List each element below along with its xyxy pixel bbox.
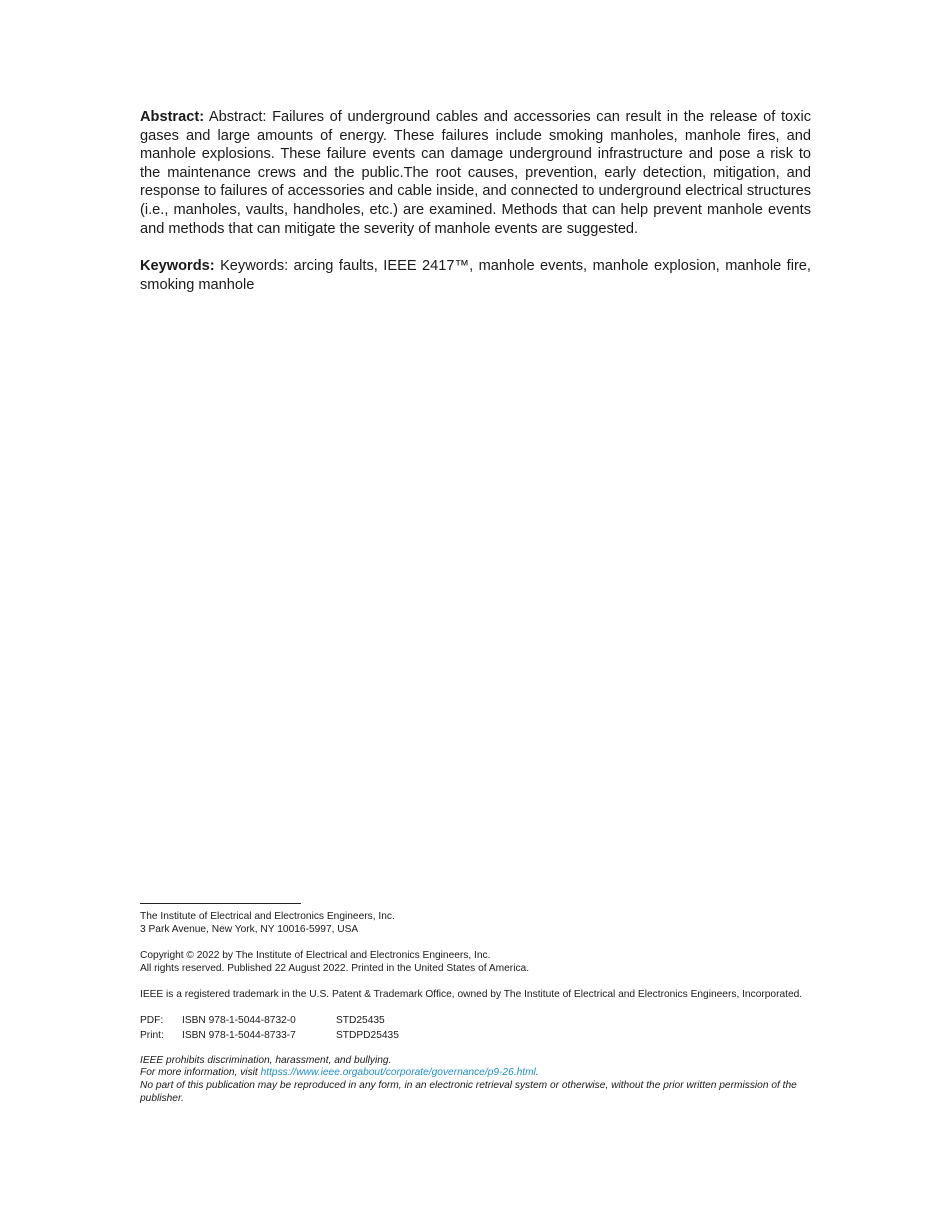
isbn-row-pdf (140, 1013, 811, 1029)
isbn-table (140, 1013, 811, 1044)
policy-info-suffix: . (535, 1067, 539, 1079)
policy-link[interactable]: httpss://www.ieee.orgabout/corporate/governance/p9-26.html (260, 1067, 536, 1079)
isbn-code: STD25435 (336, 1014, 385, 1026)
publisher-address: 3 Park Avenue, New York, NY 10016-5997, USA (140, 923, 359, 935)
isbn-format: Print: (140, 1030, 164, 1042)
publisher-block (140, 911, 811, 937)
document-body (140, 108, 811, 294)
policy-info-line (140, 1067, 811, 1080)
publisher-name: The Institute of Electrical and Electronics Engineers, Inc. (140, 911, 395, 922)
copyright-block (140, 950, 811, 976)
abstract-label: Abstract: (140, 109, 205, 125)
trademark-text: IEEE is a registered trademark in the U.S. Patent & Trademark Office, owned by The Institute of Electrical and Electronics Engineers, Incorporated. (140, 988, 803, 1000)
policy-statement: IEEE prohibits discrimination, harassment, and bullying. (140, 1054, 392, 1066)
copyright-line: Copyright © 2022 by The Institute of Electrical and Electronics Engineers, Inc. (140, 949, 491, 961)
keywords-text: Keywords: arcing faults, IEEE 2417™, manhole events, manhole explosion, manhole fire, smoking manhole (140, 258, 811, 293)
footer-divider (140, 903, 301, 904)
isbn-number: ISBN 978-1-5044-8733-7 (182, 1030, 296, 1042)
policy-info-prefix: For more information, visit (140, 1067, 261, 1079)
isbn-number: ISBN 978-1-5044-8732-0 (182, 1014, 296, 1026)
abstract-text: Abstract: Failures of underground cables and accessories can result in the release of toxic gases and large amounts of energy. These failures include smoking manholes, manhole fires, and manhole explosions. These failure events can damage underground infrastructure and pose a risk to the maintenance crews and the public.The root causes, prevention, early detection, mitigation, and response to failures of accessories and cable inside, and connected to underground electrical structures (i.e., manholes, vaults, handholes, etc.) are examined. Methods that can help prevent manhole events and methods that can mitigate the severity of manhole events are suggested. (140, 109, 811, 237)
rights-line: All rights reserved. Published 22 August 2022. Printed in the United States of America. (140, 962, 530, 974)
isbn-row-print (140, 1028, 811, 1044)
isbn-format: PDF: (140, 1014, 164, 1026)
trademark-block (140, 989, 811, 1002)
reproduction-notice: No part of this publication may be reproduced in any form, in an electronic retrieval system or otherwise, without the prior written permission of the publisher. (140, 1080, 797, 1105)
keywords-label: Keywords: (140, 258, 215, 275)
keywords-paragraph (140, 257, 811, 294)
copyright-footer (140, 903, 811, 1119)
isbn-code: STDPD25435 (336, 1030, 399, 1042)
policy-block (140, 1055, 811, 1107)
abstract-paragraph (140, 108, 811, 238)
